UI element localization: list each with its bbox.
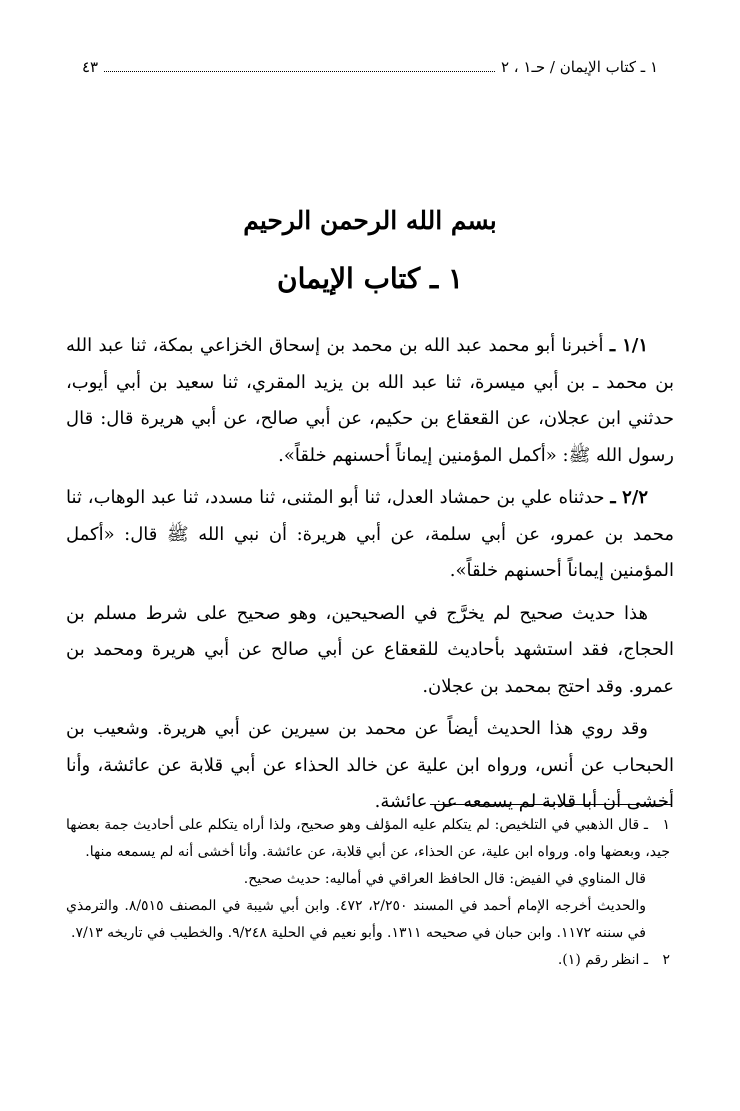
- hadith-paragraph: [66, 480, 674, 590]
- basmala-heading: بسم الله الرحمن الرحيم: [243, 206, 497, 235]
- paragraph-text: أخبرنا أبو محمد عبد الله بن محمد بن إسحاق الخزاعي بمكة، ثنا عبد الله بن محمد ـ بن أبي ميسرة، ثنا عبد الله بن يزيد المقري، ثنا سعيد بن أبي أيوب، حدثني ابن عجلان، عن القعقاع بن حكيم، عن أبي صالح، عن أبي هريرة قال: قال رسول الله ﷺ: «أكمل المؤمنين إيماناً أحسنهم خلقاً».: [66, 335, 674, 466]
- footnote-line: [66, 866, 670, 893]
- footnote-text: ـ انظر رقم (١).: [557, 952, 648, 968]
- footnote-text: ـ قال الذهبي في التلخيص: لم يتكلم عليه المؤلف وهو صحيح، ولذا أراه يتكلم على أحاديث جمة بعضها جيد، وبعضها واه. ورواه ابن علية، عن الحذاء، عن أبي قلابة، عن عائشة. وأنا أخشى أنه لم يسمعه منها.: [66, 817, 670, 860]
- footnote: [66, 947, 670, 974]
- footnote-number: ١: [662, 817, 670, 833]
- commentary-paragraph: [66, 596, 674, 706]
- header-dot-leader: [104, 59, 495, 72]
- running-header: [82, 58, 658, 80]
- footnote-text: قال المناوي في الفيض: قال الحافظ العراقي في أماليه: حديث صحيح.: [243, 871, 646, 887]
- footnote-text: والحديث أخرجه الإمام أحمد في المسند ٢/٢٥٠، ٤٧٢. وابن أبي شيبة في المصنف ٨/٥١٥. والترمذي في سننه ١١٧٢. وابن حبان في صحيحه ١٣١١. وأبو نعيم في الحلية ٩/٢٤٨. والخطيب في تاريخه ٧/١٣.: [66, 898, 646, 941]
- main-text: [66, 328, 674, 827]
- page-number: ٤٣: [82, 58, 99, 76]
- footnote-number: ٢: [662, 952, 670, 968]
- paragraph-text: وقد روي هذا الحديث أيضاً عن محمد بن سيرين عن أبي هريرة. وشعيب بن الحبحاب عن أنس، ورواه ابن علية عن خالد الحذاء عن أبي قلابة عن عائشة، وأنا أخشى أن أبا قلابة لم يسمعه عن عائشة.: [66, 718, 674, 812]
- footnote-line: [66, 893, 670, 947]
- header-title: ١ ـ كتاب الإيمان / حـ١ ، ٢: [500, 58, 658, 76]
- chapter-title: ١ ـ كتاب الإيمان: [277, 262, 463, 295]
- footnote-divider: [430, 804, 672, 805]
- hadith-number: ٢/٢ ـ: [610, 487, 648, 508]
- paragraph-text: هذا حديث صحيح لم يخرَّج في الصحيحين، وهو صحيح على شرط مسلم بن الحجاج، فقد استشهد بأحاديث للقعقاع عن أبي صالح عن أبي هريرة ومحمد بن عمرو. وقد احتج بمحمد بن عجلان.: [66, 602, 674, 697]
- hadith-number: ١/١ ـ: [609, 335, 649, 356]
- hadith-paragraph: [66, 328, 674, 474]
- footnote: [66, 812, 670, 866]
- footnotes: [66, 812, 670, 974]
- paragraph-text: حدثناه علي بن حمشاد العدل، ثنا أبو المثنى، ثنا مسدد، ثنا عبد الوهاب، ثنا محمد بن عمرو، عن أبي سلمة، عن أبي هريرة: أن نبي الله ﷺ قال: «أكمل المؤمنين إيماناً أحسنهم خلقاً».: [66, 487, 674, 581]
